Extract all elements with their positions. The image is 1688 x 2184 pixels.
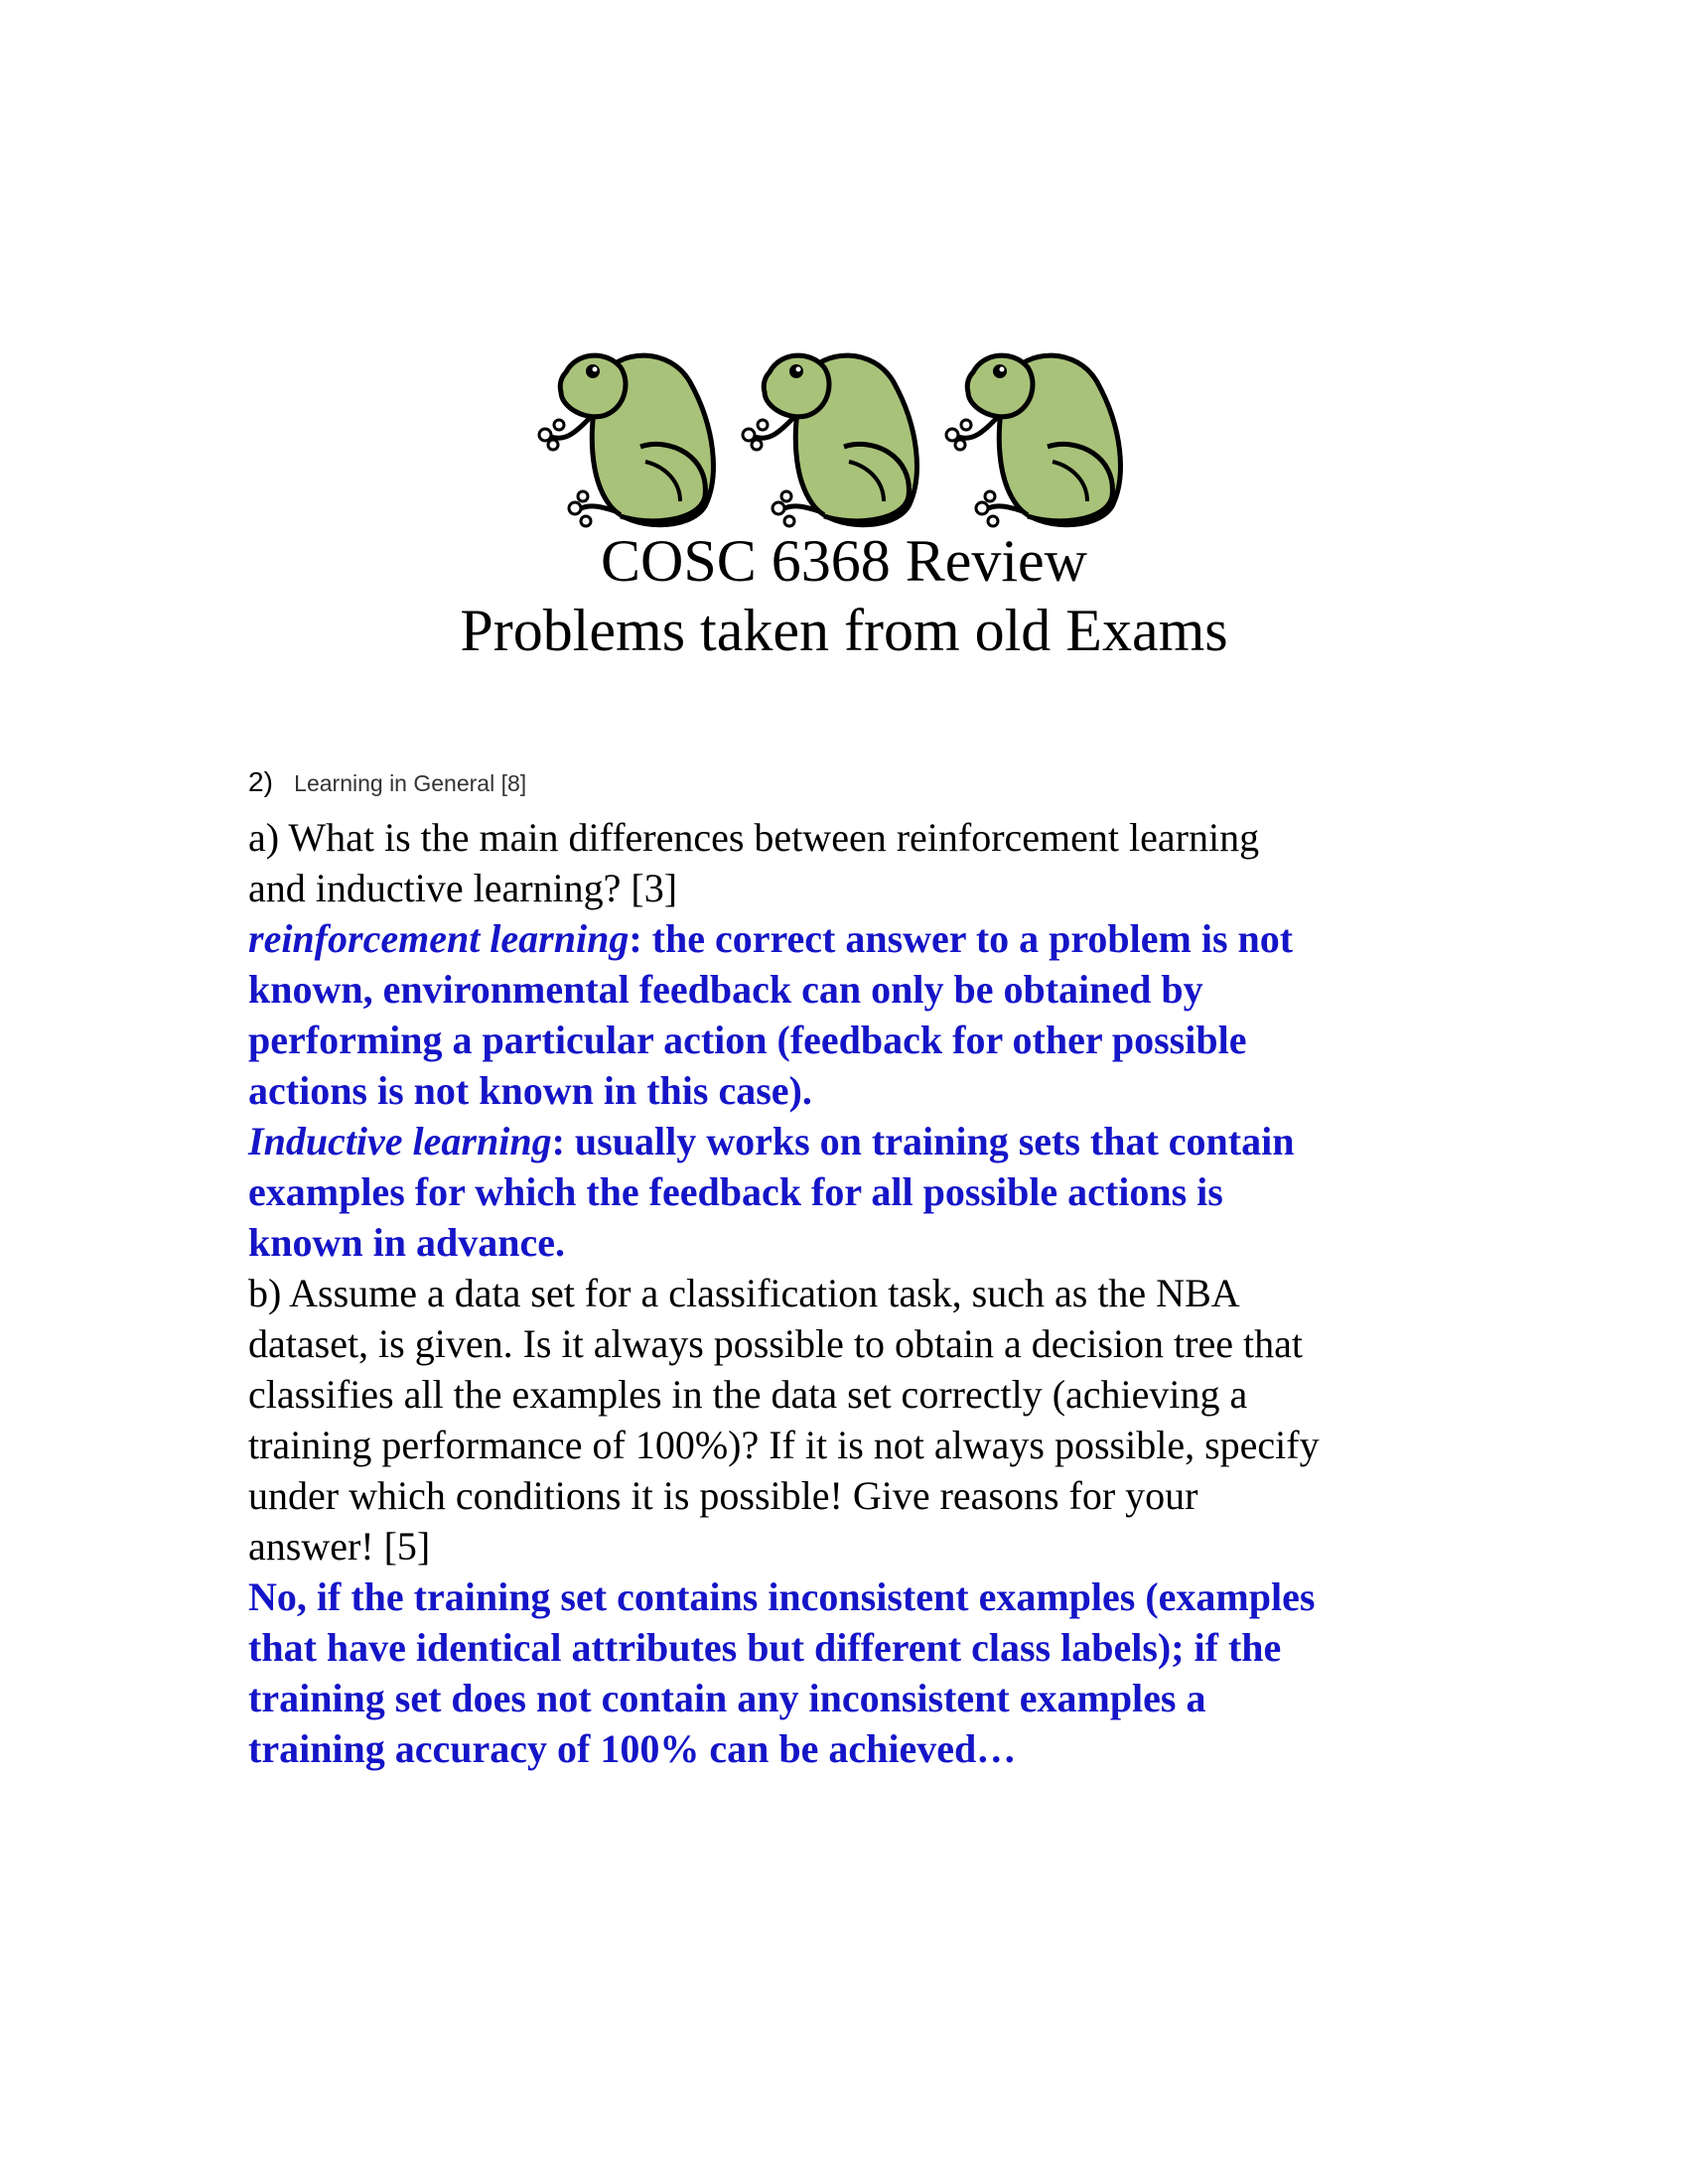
- term-inductive-learning: Inductive learning: [248, 1119, 552, 1163]
- question-heading: [248, 764, 526, 801]
- question-number: 2): [248, 766, 273, 797]
- part-a-answer-rl: [248, 913, 1479, 1116]
- frog-icon: [946, 355, 1120, 526]
- term-reinforcement-learning: reinforcement learning: [248, 916, 630, 961]
- page-title: COSC 6368 Review: [600, 528, 1088, 594]
- part-b-answer: No, if the training set contains inconsistent examples (examples that have identical attributes but different class labels); if the training set does not contain any inconsistent examples a training accuracy of 100% can be achieved…: [248, 1574, 1316, 1771]
- question-body: [248, 812, 1479, 1774]
- frog-icon: [539, 355, 713, 526]
- question-title: Learning in General [8]: [294, 770, 527, 796]
- frog-icon: [743, 355, 916, 526]
- answer-rl-text: : the correct answer to a problem is not known, environmental feedback can only be obtained by performing a particular action (feedback for other possible actions is not known in this case).: [248, 916, 1294, 1113]
- answer-il-text: : usually works on training sets that contain examples for which the feedback for all possible actions is known in advance.: [248, 1119, 1295, 1265]
- part-a-answer-il: [248, 1116, 1479, 1268]
- page-subtitle: Problems taken from old Exams: [460, 598, 1228, 663]
- part-b-question: b) Assume a data set for a classification task, such as the NBA dataset, is given. Is it always possible to obtain a decision tree that classifies all the examples in the data set correctly (achieving a training performance of 100%)? If it is not always possible, specify under which conditions it is possible! Give reasons for your answer! [5]: [248, 1271, 1320, 1569]
- part-a-question: a) What is the main differences between reinforcement learning and inductive learning? [3]: [248, 815, 1260, 910]
- frogs-logo: [531, 338, 1147, 536]
